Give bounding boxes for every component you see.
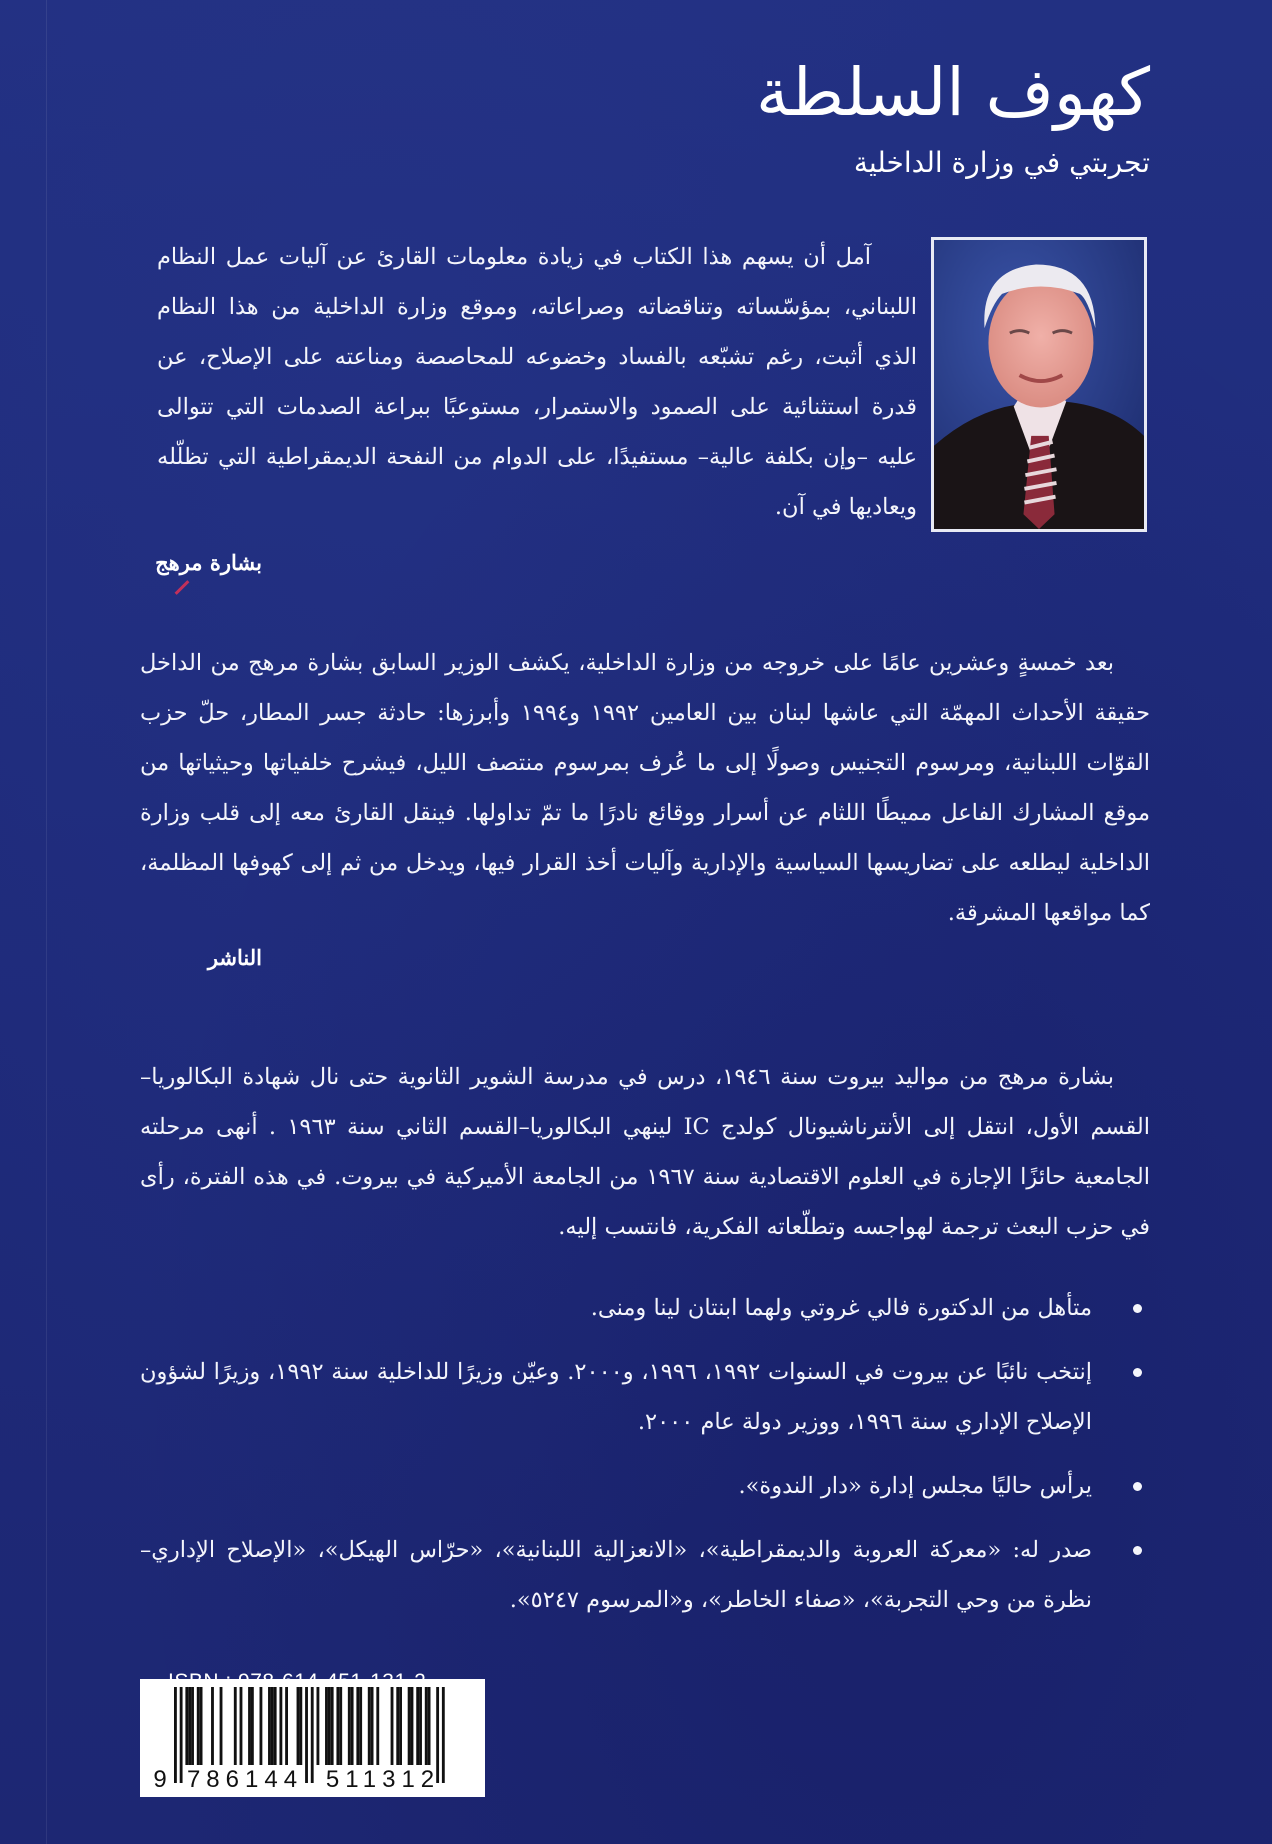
bullet-text: إنتخب نائبًا عن بيروت في السنوات ١٩٩٢، ١٩٩٦، و٢٠٠٠. وعيّن وزيرًا للداخلية سنة ١٩٩٢، وزيرًا لشؤون الإصلاح الإداري سنة ١٩٩٦، ووزير دولة عام ٢٠٠٠.	[140, 1359, 1092, 1435]
barcode-bar	[442, 1687, 445, 1783]
barcode-bar	[299, 1687, 302, 1765]
author-photo	[931, 237, 1147, 532]
bullet-icon	[1133, 1304, 1142, 1313]
barcode-bar	[425, 1687, 428, 1765]
publisher-signature: الناشر	[207, 945, 262, 970]
bullet-text: متأهل من الدكتورة فالي غروتي ولهما ابنتان لينا ومنى.	[590, 1295, 1092, 1321]
barcode-bar	[211, 1687, 214, 1765]
barcode-bar	[251, 1687, 254, 1765]
barcode-bar	[317, 1687, 320, 1765]
barcode-bar	[416, 1687, 419, 1765]
bullet-icon	[1133, 1482, 1142, 1491]
title-block	[755, 54, 1150, 179]
barcode-digits-right: 511312	[325, 1766, 441, 1793]
barcode-bar	[331, 1687, 334, 1765]
barcode-bar	[325, 1687, 328, 1765]
bio-bullet-list	[140, 1283, 1150, 1639]
barcode-bar	[279, 1687, 282, 1765]
barcode-bar	[271, 1687, 274, 1765]
bio-bullet-item	[140, 1347, 1150, 1447]
publisher-blurb	[140, 638, 1150, 938]
barcode-bar	[191, 1687, 194, 1765]
barcode-bar	[311, 1687, 314, 1783]
barcode-bar	[408, 1687, 411, 1765]
bio-bullet-item	[140, 1461, 1150, 1511]
barcode-digit-lead: 9	[153, 1766, 167, 1793]
barcode-digits-left: 786144	[186, 1766, 304, 1793]
barcode-bar	[197, 1687, 200, 1765]
quote-signature	[155, 550, 262, 575]
barcode-bar	[297, 1687, 300, 1765]
barcode-bar	[391, 1687, 394, 1765]
barcode-bar	[339, 1687, 342, 1765]
isbn-barcode	[140, 1679, 485, 1797]
barcode-bar	[399, 1687, 402, 1765]
barcode-bar	[428, 1687, 431, 1765]
barcode-bar	[348, 1687, 351, 1765]
blurb-text: بعد خمسةٍ وعشرين عامًا على خروجه من وزارة الداخلية، يكشف الوزير السابق بشارة مرهج من الداخل حقيقة الأحداث المهمّة التي عاشها لبنان بين العامين ١٩٩٢ و١٩٩٤ وأبرزها: حادثة جسر المطار، حلّ حزب القوّات اللبنانية، ومرسوم التجنيس وصولًا إلى ما عُرف بمرسوم منتصف الليل، فيشرح خلفياتها وحيثياتها من موقع المشارك الفاعل مميطًا اللثام عن أسرار ووقائع نادرًا ما تمّ تداولها. فينقل القارئ معه إلى قلب وزارة الداخلية ليطلعه على تضاريسها السياسية والإدارية وآليات أخذ القرار فيها، ويدخل من ثم إلى كهوفها المظلمة، كما مواقعها المشرقة.	[140, 650, 1150, 926]
author-quote	[157, 232, 917, 532]
barcode-bar	[234, 1687, 237, 1765]
author-bio	[140, 1052, 1150, 1252]
barcode-bar	[305, 1687, 308, 1783]
bullet-text: يرأس حاليًا مجلس إدارة «دار الندوة».	[738, 1473, 1092, 1499]
bio-bullet-item	[140, 1283, 1150, 1333]
bio-bullet-item	[140, 1525, 1150, 1625]
barcode-bar	[368, 1687, 371, 1765]
barcode-bar	[174, 1687, 177, 1783]
signature-mark-icon	[175, 580, 190, 595]
barcode-bar	[274, 1687, 277, 1765]
barcode-bar	[371, 1687, 374, 1765]
bullet-text: صدر له: «معركة العروبة والديمقراطية»، «الانعزالية اللبنانية»، «حرّاس الهيكل»، «الإصلاح الإداري–نظرة من وحي التجربة»، «صفاء الخاطر»، و«المرسوم ٥٢٤٧».	[140, 1537, 1092, 1613]
barcode-bar	[376, 1687, 379, 1765]
barcode-bar	[180, 1687, 183, 1783]
barcode-bar	[200, 1687, 203, 1765]
cover-crease	[46, 0, 47, 1844]
barcode-bar	[185, 1687, 188, 1765]
bullet-icon	[1133, 1368, 1142, 1377]
barcode-bar	[248, 1687, 251, 1765]
barcode-bar	[396, 1687, 399, 1765]
barcode-bar	[411, 1687, 414, 1765]
book-subtitle: تجربتي في وزارة الداخلية	[853, 146, 1150, 179]
barcode-icon	[140, 1679, 485, 1797]
barcode-bar	[328, 1687, 331, 1765]
barcode-bar	[268, 1687, 271, 1765]
barcode-bar	[419, 1687, 422, 1765]
bio-text: بشارة مرهج من مواليد بيروت سنة ١٩٤٦، درس في مدرسة الشوير الثانوية حتى نال شهادة البكالوريا–القسم الأول، انتقل إلى الأنترناشيونال كولدج IC لينهي البكالوريا–القسم الثاني سنة ١٩٦٣ . أنهى مرحلته الجامعية حائزًا الإجازة في العلوم الاقتصادية سنة ١٩٦٧ من الجامعة الأميركية في بيروت. في هذه الفترة، رأى في حزب البعث ترجمة لهواجسه وتطلّعاته الفكرية، فانتسب إليه.	[140, 1064, 1151, 1240]
barcode-bar	[220, 1687, 223, 1765]
book-title: كهوف السلطة	[755, 54, 1150, 131]
quote-text: آمل أن يسهم هذا الكتاب في زيادة معلومات القارئ عن آليات عمل النظام اللبناني، بمؤسّساته وتناقضاته وصراعاته، وموقع وزارة الداخلية من هذا النظام الذي أثبت، رغم تشبّعه بالفساد وخضوعه للمحاصصة ومناعته على الإصلاح، عن قدرة استثنائية على الصمود والاستمرار، مستوعبًا ببراعة الصدمات التي تتوالى عليه –وإن بكلفة عالية– مستفيدًا، على الدوام من النفحة الديمقراطية التي تظلّله ويعاديها في آن.	[157, 244, 917, 520]
author-portrait-icon	[934, 240, 1144, 529]
bullet-icon	[1133, 1546, 1142, 1555]
barcode-bar	[336, 1687, 339, 1765]
barcode-bar	[351, 1687, 354, 1765]
barcode-bar	[285, 1687, 288, 1765]
barcode-bar	[260, 1687, 263, 1765]
barcode-bar	[356, 1687, 359, 1765]
barcode-bar	[359, 1687, 362, 1765]
barcode-bar	[188, 1687, 191, 1765]
barcode-bar	[240, 1687, 243, 1765]
signature-name: بشارة مرهج	[155, 550, 262, 575]
